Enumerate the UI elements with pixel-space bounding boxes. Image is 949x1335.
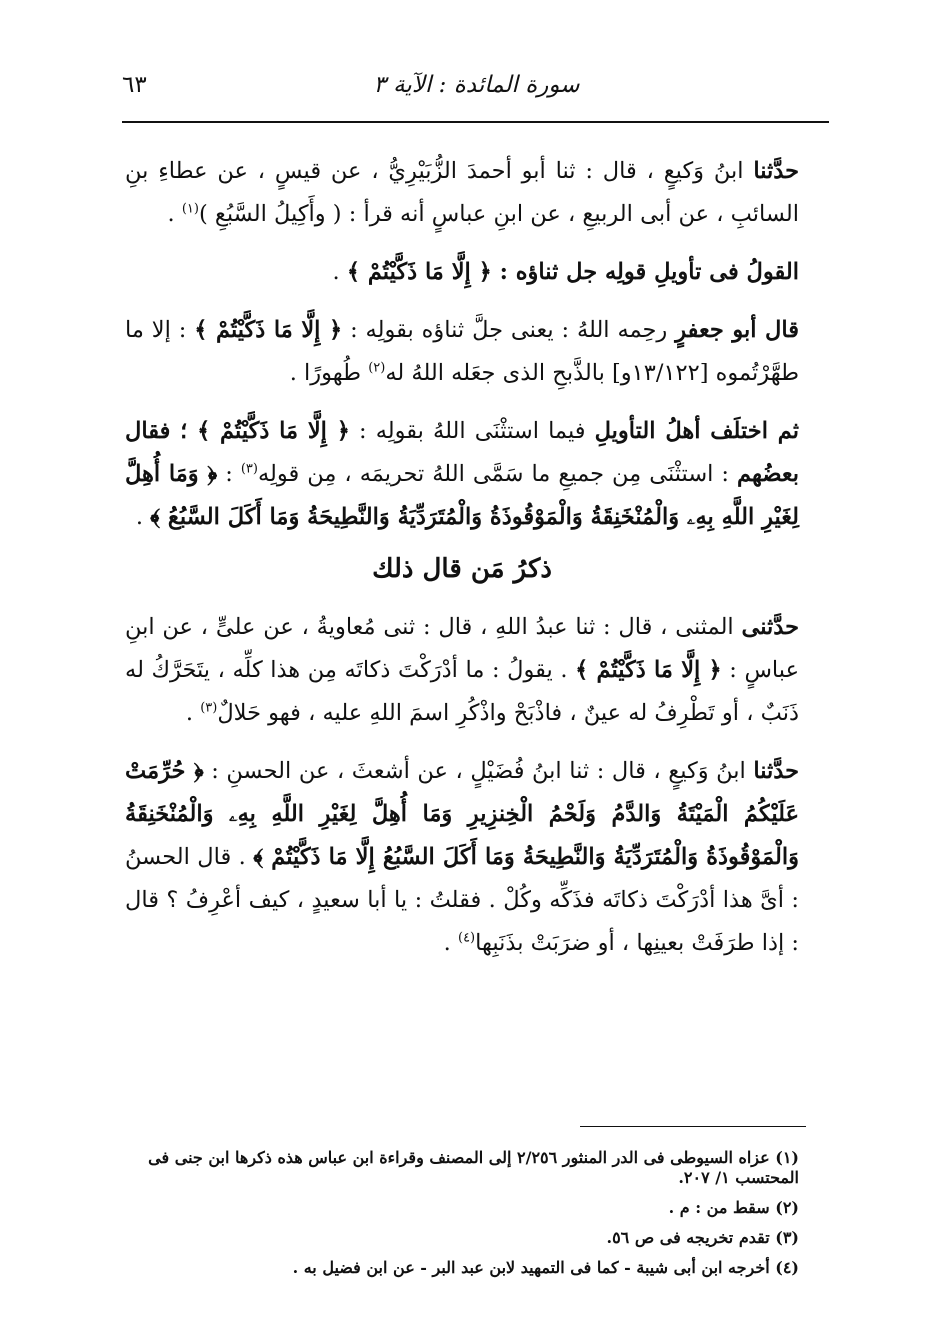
quran-quote: ﴿ إِلَّا مَا ذَكَّيْتُمْ ﴾	[197, 418, 350, 444]
paragraph-tail: طُهورًا .	[289, 360, 369, 386]
paragraph-tail: :	[217, 461, 241, 487]
footnote-1: (١) عزاه السيوطى فى الدر المنثور ٢/٢٥٦ إلى المصنف وقراءة ابن عباس هذه ذكرها ابن جنى فى المحتسب ١/ ٢٠٧.	[148, 1148, 799, 1187]
paragraph-text-2: . قال الحسنُ : أىَّ هذا أدْرَكْتَ ذكاتَه فذَكِّه وكُلْ . فقلتُ : يا أبا سعيدٍ ، كيف أعْرِفُ ؟ قال : إذا طرَفَتْ بعينِها ، أو ضرَبَتْ بذَنَبِها	[125, 844, 799, 956]
page-header	[122, 72, 831, 108]
section-heading: ذكرُ مَن قال ذلك	[372, 554, 552, 584]
footnote-4: (٤) أخرجه ابن أبى شيبة - كما فى التمهيد لابن عبد البر - عن ابن فضيل به .	[292, 1258, 799, 1277]
paragraph-3	[125, 309, 799, 395]
footnote-rule	[580, 1126, 806, 1127]
paragraph-text: .	[332, 259, 347, 285]
paragraph-lead: حدَّثنا	[753, 158, 799, 184]
page-number: ٦٣	[122, 72, 147, 98]
quran-quote: ﴿ إِلَّا مَا ذَكَّيْتُمْ ﴾	[575, 657, 722, 683]
quran-quote: ﴿ إِلَّا مَا ذَكَّيْتُمْ ﴾	[346, 259, 500, 285]
paragraph-text-2: : إلا ما طهَّرْتُموه [١٣/١٢٢و] بالذَّبحِ الذى جعَله اللهُ له	[125, 317, 799, 386]
footnote-ref: (٣)	[200, 700, 218, 716]
footnote-ref: (٣)	[240, 461, 258, 477]
paragraph-text: فيما استثْنَى اللهُ بقولِه :	[349, 418, 595, 444]
paragraph-lead: حدَّثنا	[753, 758, 799, 784]
paragraph-end: .	[135, 504, 151, 530]
paragraph-text-2: . يقولُ : ما أدْرَكْتَ ذكاتَه مِن هذا كلِّه ، يتَحَرَّكُ له ذَنَبٌ ، أو تَطْرِفُ له عينٌ ، فاذْبَحْ واذْكُرِ اسمَ اللهِ عليه ، فهو حَلالٌ	[125, 657, 799, 726]
paragraph-text: المثنى ، قال : ثنا عبدُ اللهِ ، قال : ثنى مُعاويةُ ، عن علىٍّ ، عن ابنِ عباسٍ :	[125, 614, 800, 683]
header-rule	[122, 121, 829, 123]
paragraph-tail: .	[167, 201, 182, 227]
paragraph-text: رحِمه اللهُ : يعنى جلَّ ثناؤه بقولِه :	[342, 317, 676, 343]
paragraph-6	[125, 750, 799, 965]
paragraph-2	[125, 251, 799, 294]
paragraph-text-2: : استثْنَى مِن جميعِ ما سَمَّى اللهُ تحريمَه ، مِن قولِه	[257, 461, 737, 487]
paragraph-lead: قال أبو جعفرٍ	[675, 317, 799, 343]
main-text	[125, 150, 799, 980]
quran-quote: ﴿ حُرِّمَتْ عَلَيْكُمُ الْمَيْتَةُ وَالدَّمُ وَلَحْمُ الْخِنزِيرِ وَمَا أُهِلَّ لِغَيْرِ اللَّهِ بِهِۦ وَالْمُنْخَنِقَةُ وَالْمَوْقُوذَةُ وَالْمُتَرَدِّيَةُ وَالنَّطِيحَةُ وَمَا أَكَلَ السَّبُعُ إِلَّا مَا ذَكَّيْتُمْ ﴾	[125, 758, 799, 870]
paragraph-lead: ثم اختلَف أهلُ التأويلِ	[594, 418, 799, 444]
footnote-ref: (٢)	[368, 360, 386, 376]
footnote-ref: (٤)	[457, 930, 476, 946]
paragraph-tail: .	[443, 930, 458, 956]
paragraph-4	[125, 410, 799, 539]
paragraph-lead: القولُ فى تأويلِ قولِه جل ثناؤه :	[499, 259, 799, 285]
paragraph-5	[125, 606, 799, 735]
paragraph-text: ابنُ وَكيعٍ ، قال : ثنا أبو أحمدَ الزُّبَيْرِيُّ ، عن قيسٍ ، عن عطاءِ بنِ السائبِ ، عن أبى الربيعِ ، عن ابنِ عباسٍ أنه قرأ : ( وأَكِيلُ السَّبُعِ )	[125, 158, 799, 227]
footnote-2: (٢) سقط من : م .	[668, 1198, 799, 1217]
paragraph-tail: .	[185, 700, 201, 726]
paragraph-lead: حدَّثنى	[741, 614, 799, 640]
footnote-3: (٣) تقدم تخريجه فى ص ٥٦.	[606, 1228, 799, 1247]
paragraph-bold-text: ؛ فقال بعضُهم	[125, 418, 799, 487]
quran-quote: ﴿ إِلَّا مَا ذَكَّيْتُمْ ﴾	[194, 317, 343, 343]
paragraph-1	[125, 150, 799, 236]
quran-quote-2: ﴿ وَمَا أُهِلَّ لِغَيْرِ اللَّهِ بِهِۦ وَالْمُنْخَنِقَةُ وَالْمَوْقُوذَةُ وَالْمُتَرَدِّيَةُ وَالنَّطِيحَةُ وَمَا أَكَلَ السَّبُعُ ﴾	[125, 461, 799, 530]
footnotes	[130, 1148, 799, 1288]
running-title: سورة المائدة : الآية ٣	[373, 72, 580, 98]
paragraph-text: ابنُ وَكيعٍ ، قال : ثنا ابنُ فُضَيْلٍ ، عن أشعثَ ، عن الحسنِ :	[203, 758, 754, 784]
footnote-ref: (١)	[181, 201, 199, 217]
